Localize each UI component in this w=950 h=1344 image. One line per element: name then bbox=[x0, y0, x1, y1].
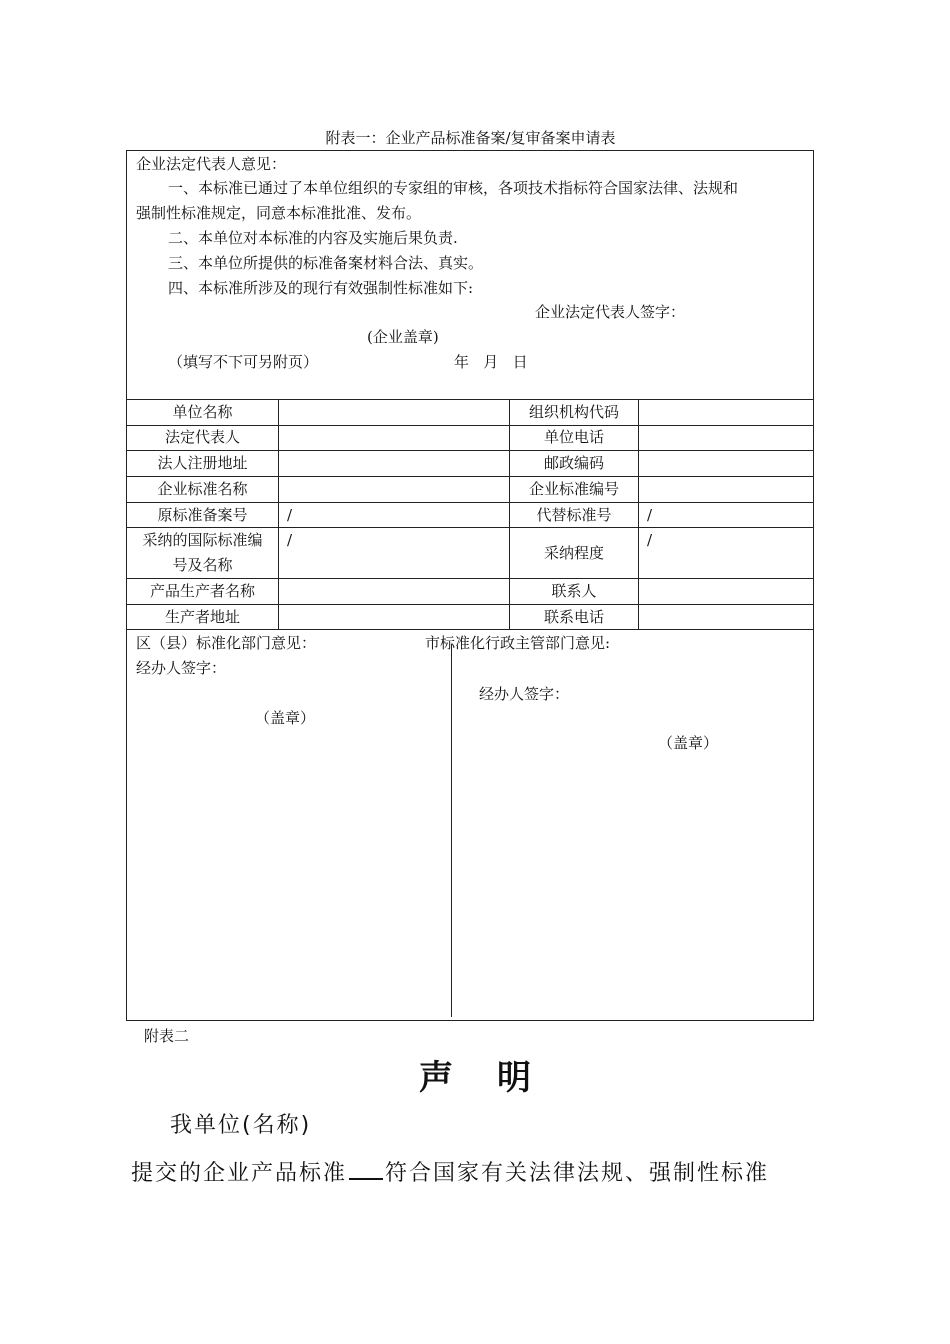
label-org-code: 组织机构代码 bbox=[528, 403, 619, 421]
label-registered-address: 法人注册地址 bbox=[157, 454, 248, 472]
legal-rep-signature-label: 企业法定代表人签字： bbox=[535, 303, 686, 321]
opinion-heading: 企业法定代表人意见： bbox=[136, 155, 287, 173]
label-standard-name: 企业标准名称 bbox=[157, 480, 248, 498]
label-intl-standard-line-1: 采纳的国际标准编 bbox=[142, 531, 263, 549]
label-legal-rep: 法定代表人 bbox=[164, 428, 240, 446]
declaration-blank[interactable] bbox=[349, 1160, 383, 1180]
label-postal-code: 邮政编码 bbox=[543, 454, 604, 472]
declaration-heading: 声明 bbox=[419, 1058, 575, 1098]
declaration-prefix: 提交的企业产品标准 bbox=[131, 1161, 348, 1186]
label-unit-name: 单位名称 bbox=[172, 403, 233, 421]
opinion-item-4: 四、本标准所涉及的现行有效强制性标准如下: bbox=[168, 279, 474, 297]
replaced-standard-field[interactable]: / bbox=[647, 506, 653, 524]
declaration-line-1: 我单位(名称) bbox=[170, 1113, 312, 1138]
label-standard-number: 企业标准编号 bbox=[528, 480, 619, 498]
original-filing-no-field[interactable]: / bbox=[287, 506, 293, 524]
declaration-suffix: 符合国家有关法律法规、强制性标准 bbox=[385, 1161, 770, 1186]
adoption-degree-field[interactable]: / bbox=[647, 531, 653, 549]
opinion-item-2: 二、本单位对本标准的内容及实施后果负责. bbox=[168, 229, 458, 247]
city-seal-label: （盖章） bbox=[658, 734, 719, 752]
opinion-item-3: 三、本单位所提供的标准备案材料合法、真实。 bbox=[168, 254, 484, 272]
label-contact-person: 联系人 bbox=[551, 582, 597, 600]
date-field: 年 月 日 bbox=[454, 353, 528, 371]
county-opinion-heading: 区（县）标准化部门意见： bbox=[136, 634, 317, 652]
application-form bbox=[126, 150, 814, 1021]
label-intl-standard-line-2: 号及名称 bbox=[172, 556, 233, 574]
opinion-item-1-line-1: 一、本标准已通过了本单位组织的专家组的审核，各项技术指标符合国家法律、法规和 bbox=[168, 179, 739, 197]
attach-note: （填写不下可另附页） bbox=[168, 353, 319, 371]
opinion-item-1-line-2: 强制性标准规定，同意本标准批准、发布。 bbox=[136, 204, 422, 222]
county-seal-label: （盖章） bbox=[255, 709, 316, 727]
label-contact-phone: 联系电话 bbox=[543, 608, 604, 626]
declaration-line-2 bbox=[131, 1156, 769, 1187]
city-signer-label: 经办人签字： bbox=[479, 685, 570, 703]
city-opinion-heading: 市标准化行政主管部门意见: bbox=[425, 634, 611, 652]
label-unit-phone: 单位电话 bbox=[543, 428, 604, 446]
label-producer-address: 生产者地址 bbox=[164, 608, 240, 626]
form-title: 附表一：企业产品标准备案/复审备案申请表 bbox=[325, 129, 616, 147]
company-seal-label: (企业盖章) bbox=[367, 328, 439, 346]
county-signer-label: 经办人签字： bbox=[136, 659, 227, 677]
label-producer-name: 产品生产者名称 bbox=[149, 582, 255, 600]
appendix-2-label: 附表二 bbox=[144, 1027, 190, 1045]
label-adoption-degree: 采纳程度 bbox=[543, 544, 604, 562]
label-replaced-standard: 代替标准号 bbox=[536, 506, 612, 524]
label-original-filing-no: 原标准备案号 bbox=[157, 506, 248, 524]
intl-standard-field[interactable]: / bbox=[287, 531, 293, 549]
